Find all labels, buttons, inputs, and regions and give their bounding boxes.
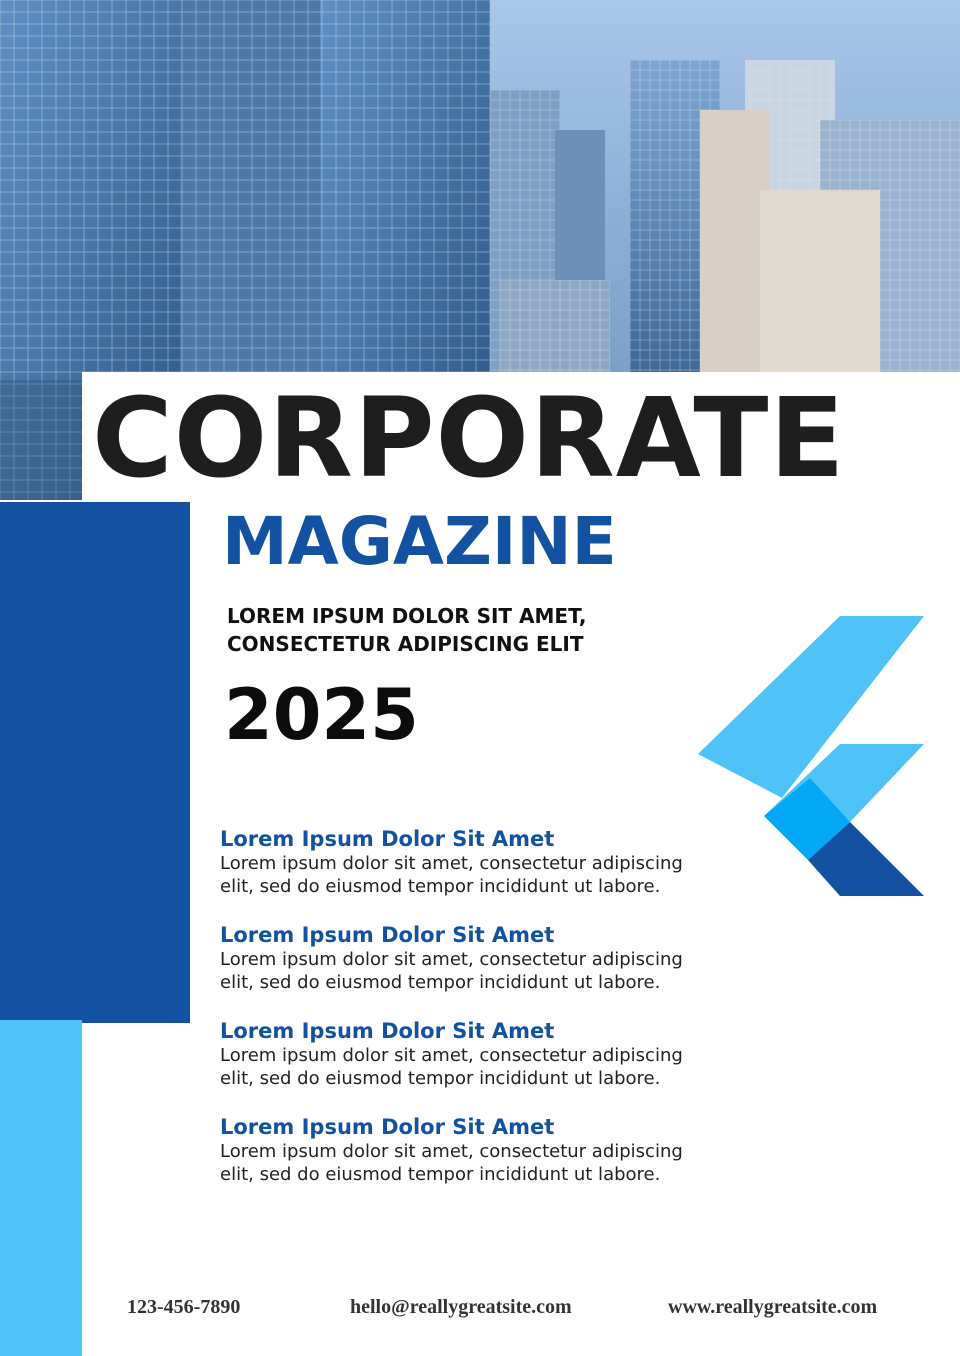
article-text-line: Lorem ipsum dolor sit amet, consectetur adipiscing xyxy=(220,853,683,874)
article-text-line: Lorem ipsum dolor sit amet, consectetur adipiscing xyxy=(220,1141,683,1162)
dark-blue-accent-block xyxy=(0,502,190,1023)
cover-subtitle: MAGAZINE xyxy=(222,503,617,580)
article-list xyxy=(220,826,740,1210)
article-title: Lorem Ipsum Dolor Sit Amet xyxy=(220,923,555,947)
article-text-line: elit, sed do eiusmod tempor incididunt ut labore. xyxy=(220,1164,661,1185)
article-title: Lorem Ipsum Dolor Sit Amet xyxy=(220,1115,555,1139)
article-item xyxy=(220,922,740,1018)
article-title: Lorem Ipsum Dolor Sit Amet xyxy=(220,827,555,851)
article-title: Lorem Ipsum Dolor Sit Amet xyxy=(220,1019,555,1043)
article-item xyxy=(220,1114,740,1210)
footer-website: www.reallygreatsite.com xyxy=(668,1296,878,1318)
tagline-line-2: CONSECTETUR ADIPISCING ELIT xyxy=(227,632,584,656)
footer-email: hello@reallygreatsite.com xyxy=(350,1296,572,1318)
light-blue-accent-bar xyxy=(0,1020,82,1356)
article-item xyxy=(220,1018,740,1114)
article-item xyxy=(220,826,740,922)
cover-title: CORPORATE xyxy=(92,374,846,502)
tagline-line-1: LOREM IPSUM DOLOR SIT AMET, xyxy=(227,604,587,628)
article-text-line: Lorem ipsum dolor sit amet, consectetur adipiscing xyxy=(220,949,683,970)
article-text-line: elit, sed do eiusmod tempor incididunt ut labore. xyxy=(220,876,661,897)
footer-phone: 123-456-7890 xyxy=(127,1296,241,1318)
cover-tagline xyxy=(227,602,707,658)
cover-year: 2025 xyxy=(224,674,419,756)
article-text-line: elit, sed do eiusmod tempor incididunt ut labore. xyxy=(220,1068,661,1089)
article-text-line: Lorem ipsum dolor sit amet, consectetur adipiscing xyxy=(220,1045,683,1066)
article-text-line: elit, sed do eiusmod tempor incididunt ut labore. xyxy=(220,972,661,993)
